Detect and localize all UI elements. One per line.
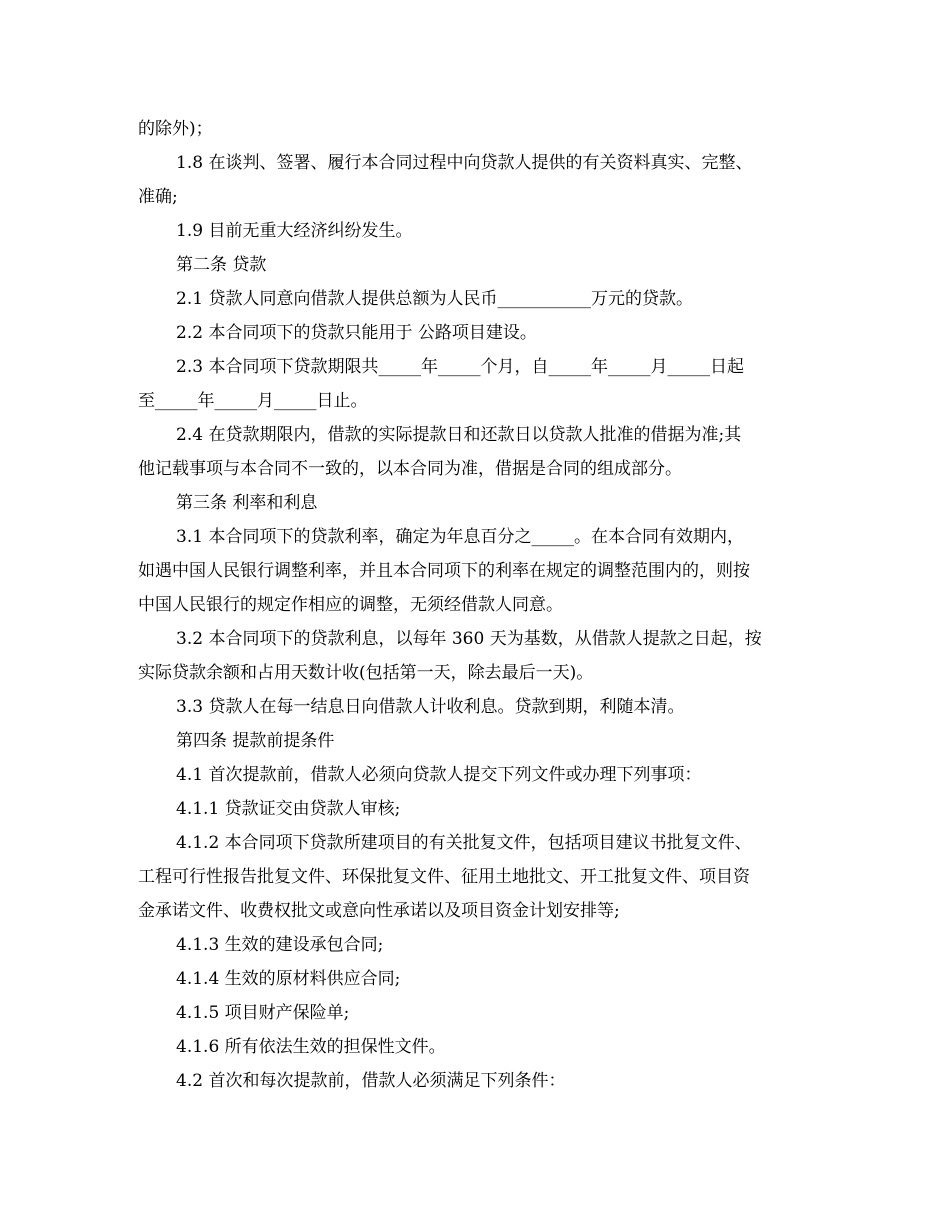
text-line: 1.9 目前无重大经济纠纷发生。 <box>176 221 413 241</box>
text-line: 4.1.1 贷款证交由贷款人审核; <box>176 799 401 819</box>
text-line: 中国人民银行的规定作相应的调整，无须经借款人同意。 <box>138 595 563 615</box>
text-line: 第四条 提款前提条件 <box>176 731 335 751</box>
text-line: 的除外)； <box>138 119 213 139</box>
text-line: 实际贷款余额和占用天数计收(包括第一天，除去最后一天)。 <box>138 663 594 683</box>
document-body <box>138 112 814 1098</box>
text-line: 4.1.5 项目财产保险单; <box>176 1003 350 1023</box>
text-line: 3.2 本合同项下的贷款利息，以每年 360 天为基数，从借款人提款之日起，按 <box>176 629 762 649</box>
text-line: 2.1 贷款人同意向借款人提供总额为人民币___________万元的贷款。 <box>176 289 693 309</box>
text-line: 4.1.4 生效的原材料供应合同; <box>176 969 401 989</box>
text-line: 准确; <box>138 187 178 207</box>
text-line: 第二条 贷款 <box>176 255 267 275</box>
text-line: 1.8 在谈判、签署、履行本合同过程中向贷款人提供的有关资料真实、完整、 <box>176 153 753 173</box>
text-line: 至_____年_____月_____日止。 <box>138 391 368 411</box>
text-line: 2.4 在贷款期限内，借款的实际提款日和还款日以贷款人批准的借据为准;其 <box>176 425 742 445</box>
text-line: 4.1 首次提款前，借款人必须向贷款人提交下列文件或办理下列事项： <box>176 765 702 785</box>
text-line: 4.1.6 所有依法生效的担保性文件。 <box>176 1037 446 1057</box>
text-line: 4.1.2 本合同项下贷款所建项目的有关批复文件，包括项目建议书批复文件、 <box>176 833 752 853</box>
text-line: 他记载事项与本合同不一致的，以本合同为准，借据是合同的组成部分。 <box>138 459 682 479</box>
text-line: 2.3 本合同项下贷款期限共_____年_____个月，自_____年_____月_____日起 <box>176 357 744 377</box>
text-line: 2.2 本合同项下的贷款只能用于 公路项目建设。 <box>176 323 537 343</box>
text-line: 4.1.3 生效的建设承包合同; <box>176 935 384 955</box>
text-line: 3.3 贷款人在每一结息日向借款人计收利息。贷款到期，利随本清。 <box>176 697 685 717</box>
text-line: 工程可行性报告批复文件、环保批复文件、征用土地批文、开工批复文件、项目资 <box>138 867 750 887</box>
text-line: 如遇中国人民银行调整利率，并且本合同项下的利率在规定的调整范围内的，则按 <box>138 561 750 581</box>
text-line: 第三条 利率和利息 <box>176 493 318 513</box>
text-line: 3.1 本合同项下的贷款利率，确定为年息百分之_____。在本合同有效期内， <box>176 527 744 547</box>
text-line: 4.2 首次和每次提款前，借款人必须满足下列条件： <box>176 1071 566 1091</box>
text-line: 金承诺文件、收费权批文或意向性承诺以及项目资金计划安排等; <box>138 901 620 921</box>
